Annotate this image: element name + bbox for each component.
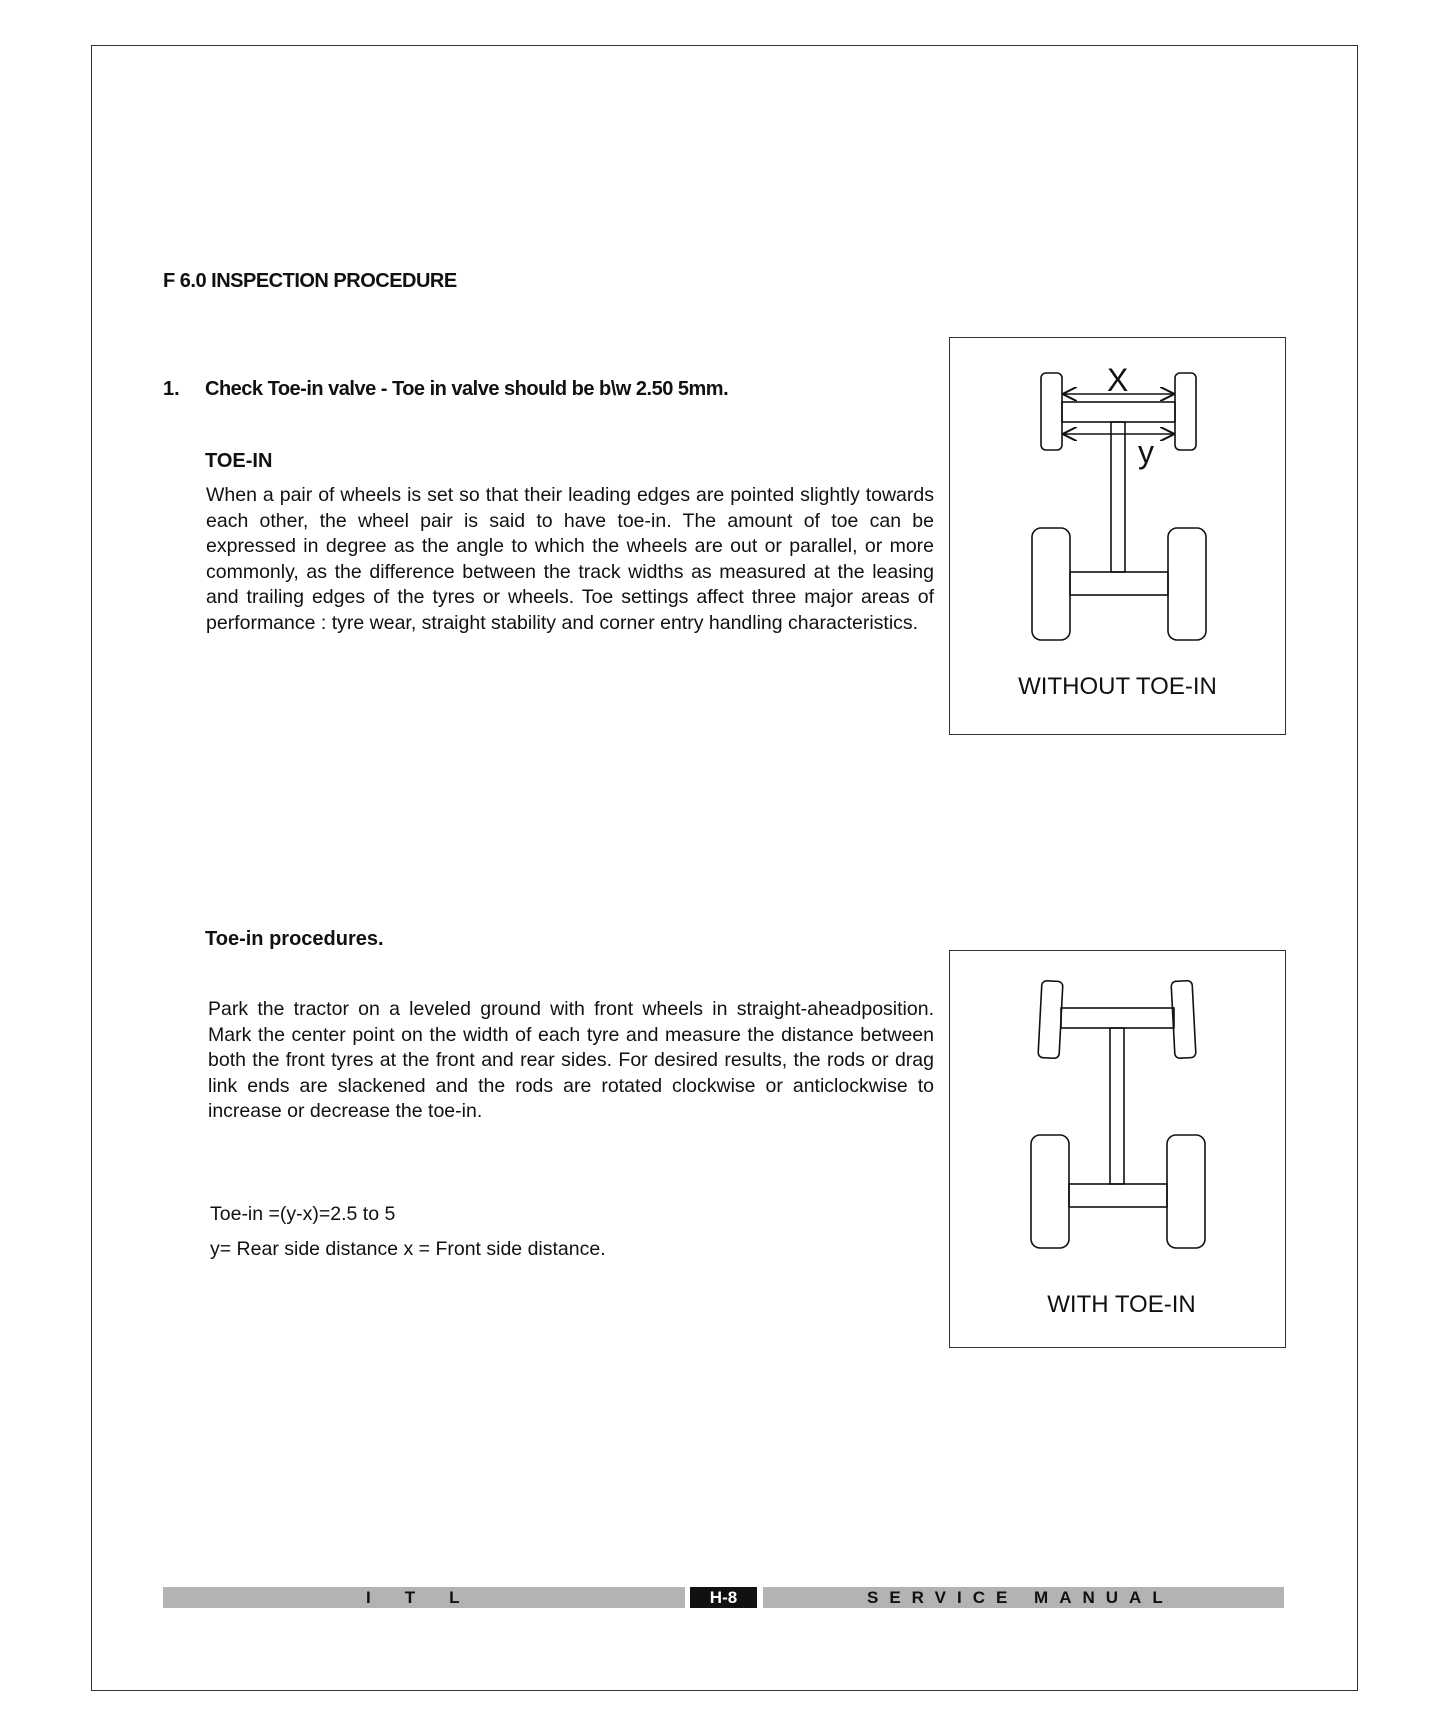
figure-caption-without: WITHOUT TOE-IN	[1018, 673, 1217, 700]
rear-axle	[1070, 572, 1168, 595]
x-label: X	[1107, 362, 1129, 398]
front-axle	[1061, 1008, 1174, 1028]
distance-legend: y= Rear side distance x = Front side distance.	[210, 1238, 606, 1260]
tractor-diagram-with-toe-in	[950, 951, 1287, 1349]
y-label: y	[1138, 434, 1154, 470]
rear-right-wheel	[1168, 528, 1206, 640]
toe-in-heading: TOE-IN	[205, 450, 273, 472]
rear-right-wheel	[1167, 1135, 1205, 1248]
procedures-heading: Toe-in procedures.	[205, 928, 384, 950]
rear-axle	[1069, 1184, 1167, 1207]
center-shaft	[1111, 422, 1125, 572]
rear-left-wheel	[1032, 528, 1070, 640]
figure-with-toe-in	[949, 950, 1286, 1348]
rear-left-wheel	[1031, 1135, 1069, 1248]
page-number: H-8	[690, 1587, 757, 1608]
footer-company: ITL	[366, 1588, 494, 1607]
item-text: Check Toe-in valve - Toe in valve should be b\w 2.50 5mm.	[205, 378, 729, 400]
toe-in-formula: Toe-in =(y-x)=2.5 to 5	[210, 1203, 396, 1225]
toe-in-paragraph: When a pair of wheels is set so that their leading edges are pointed slightly towards each other, the wheel pair is said to have toe-in. The amount of toe can be expressed in degree as the angle to which the wheels are out or parallel, or more commonly, as the difference between the track widths as measured at the leasing and trailing edges of the tyres or wheels. Toe settings affect three major areas of performance : tyre wear, straight stability and corner entry handling characteristics.	[206, 484, 934, 634]
figure-caption-with: WITH TOE-IN	[1047, 1291, 1196, 1318]
front-right-wheel	[1175, 373, 1196, 450]
front-left-wheel	[1038, 981, 1063, 1059]
procedures-paragraph: Park the tractor on a leveled ground with front wheels in straight-aheadposition. Mark the center point on the width of each tyre and measure the distance between both the front tyres at the front and rear sides. For desired results, the rods or drag link ends are slackened and the rods are rotated clockwise or anticlockwise to increase or decrease the toe-in.	[208, 998, 934, 1122]
footer-manual-title: SERVICE MANUAL	[867, 1588, 1174, 1607]
center-shaft	[1110, 1028, 1124, 1184]
item-number: 1.	[163, 378, 180, 400]
front-left-wheel	[1041, 373, 1062, 450]
section-heading: F 6.0 INSPECTION PROCEDURE	[163, 270, 457, 292]
figure-without-toe-in	[949, 337, 1286, 735]
front-axle	[1062, 402, 1175, 422]
